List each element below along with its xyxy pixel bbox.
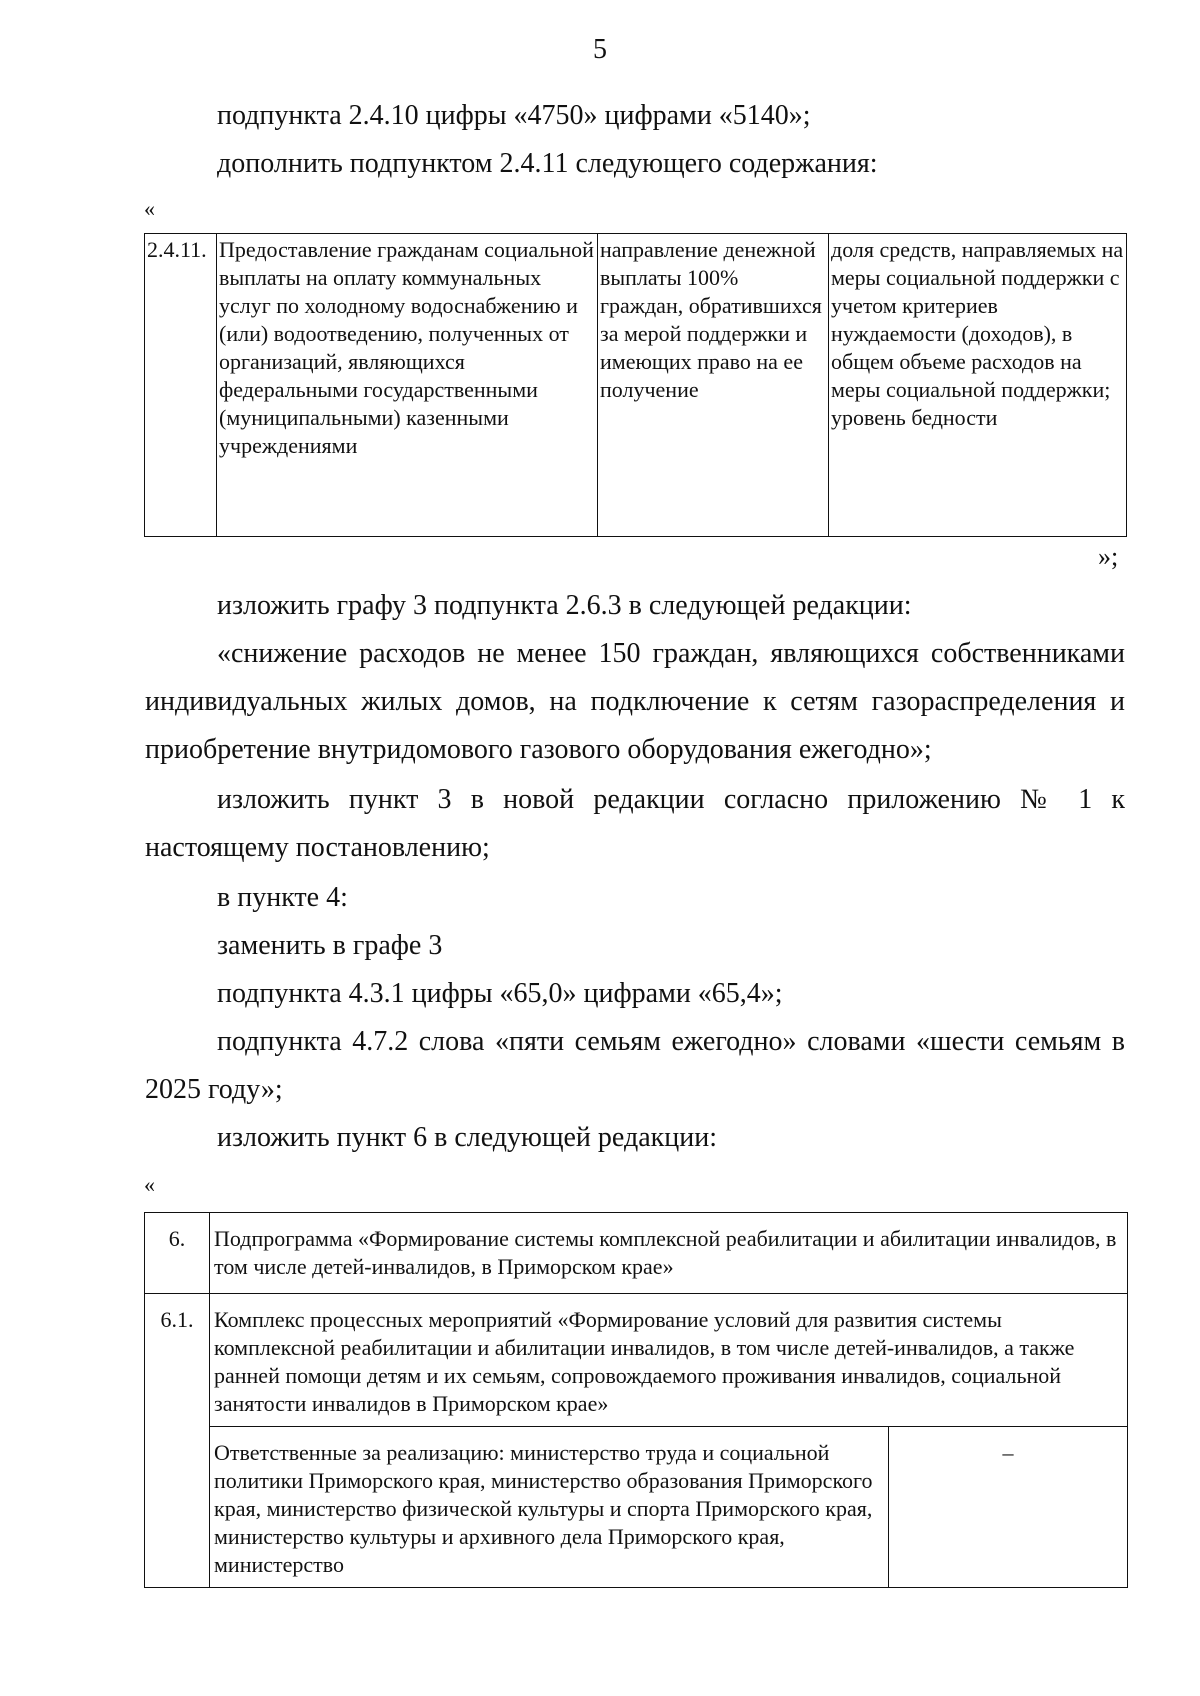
table1-number-cell: 2.4.11. — [145, 234, 217, 537]
table-point-6 — [144, 1212, 1128, 1588]
page-number: 5 — [593, 34, 607, 65]
intro-line-1: подпункта 2.4.10 цифры «4750» цифрами «5140»; — [217, 100, 811, 131]
table2-subprogram-title: Подпрограмма «Формирование системы комплексной реабилитации и абилитации инвалидов, в том числе детей-инвалидов, в Приморском крае» — [210, 1213, 1128, 1294]
table-row — [145, 1294, 1128, 1427]
table2-open-quote: « — [144, 1172, 155, 1197]
body-paragraph-6: подпункта 4.3.1 цифры «65,0» цифрами «65,4»; — [217, 978, 783, 1009]
table2-dash-cell: – — [889, 1427, 1128, 1588]
table2-row1-number: 6. — [145, 1213, 210, 1294]
table1-open-quote: « — [144, 196, 155, 221]
body-paragraph-3: изложить пункт 3 в новой редакции согласно приложению № 1 к настоящему постановлению; — [145, 784, 1125, 863]
body-paragraph-4: в пункте 4: — [217, 882, 348, 913]
table-row — [145, 1213, 1128, 1294]
body-paragraph-8: изложить пункт 6 в следующей редакции: — [217, 1122, 717, 1153]
table2-responsible-cell: Ответственные за реализацию: министерство труда и социальной политики Приморского края, министерство образования Приморского края, министерство физической культуры и спорта Приморского края, министерство культуры и архивного дела Приморского края, министерство — [210, 1427, 889, 1588]
body-paragraph-1: изложить графу 3 подпункта 2.6.3 в следующей редакции: — [217, 590, 912, 621]
table1-direction-cell: направление денежной выплаты 100% граждан, обратившихся за мерой поддержки и имеющих право на ее получение — [598, 234, 829, 537]
table-subpoint-2-4-11 — [144, 233, 1127, 537]
table1-indicator-cell: доля средств, направляемых на меры социальной поддержки с учетом критериев нуждаемости (доходов), в общем объеме расходов на меры социальной поддержки; уровень бедности — [829, 234, 1127, 537]
table-row — [145, 234, 1127, 537]
table-row — [145, 1427, 1128, 1588]
body-paragraph-7: подпункта 4.7.2 слова «пяти семьям ежегодно» словами «шести семьям в 2025 году»; — [145, 1026, 1125, 1105]
body-paragraph-2: «снижение расходов не менее 150 граждан, являющихся собственниками индивидуальных жилых домов, на подключение к сетям газораспределения и приобретение внутридомового газового оборудования ежегодно»; — [145, 638, 1125, 765]
table1-close-quote: »; — [1098, 542, 1119, 571]
body-paragraph-5: заменить в графе 3 — [217, 930, 443, 961]
table1-measure-cell: Предоставление гражданам социальной выплаты на оплату коммунальных услуг по холодному водоснабжению и (или) водоотведению, полученных от организаций, являющихся федеральными государственными (муниципальными) казенными учреждениями — [217, 234, 598, 537]
table2-row2-number: 6.1. — [145, 1294, 210, 1588]
intro-line-2: дополнить подпунктом 2.4.11 следующего содержания: — [217, 148, 878, 179]
table2-complex-title: Комплекс процессных мероприятий «Формирование условий для развития системы комплексной реабилитации и абилитации инвалидов, в том числе детей-инвалидов, а также ранней помощи детям и их семьям, сопровождаемого проживания инвалидов, социальной занятости инвалидов в Приморском крае» — [210, 1294, 1128, 1427]
